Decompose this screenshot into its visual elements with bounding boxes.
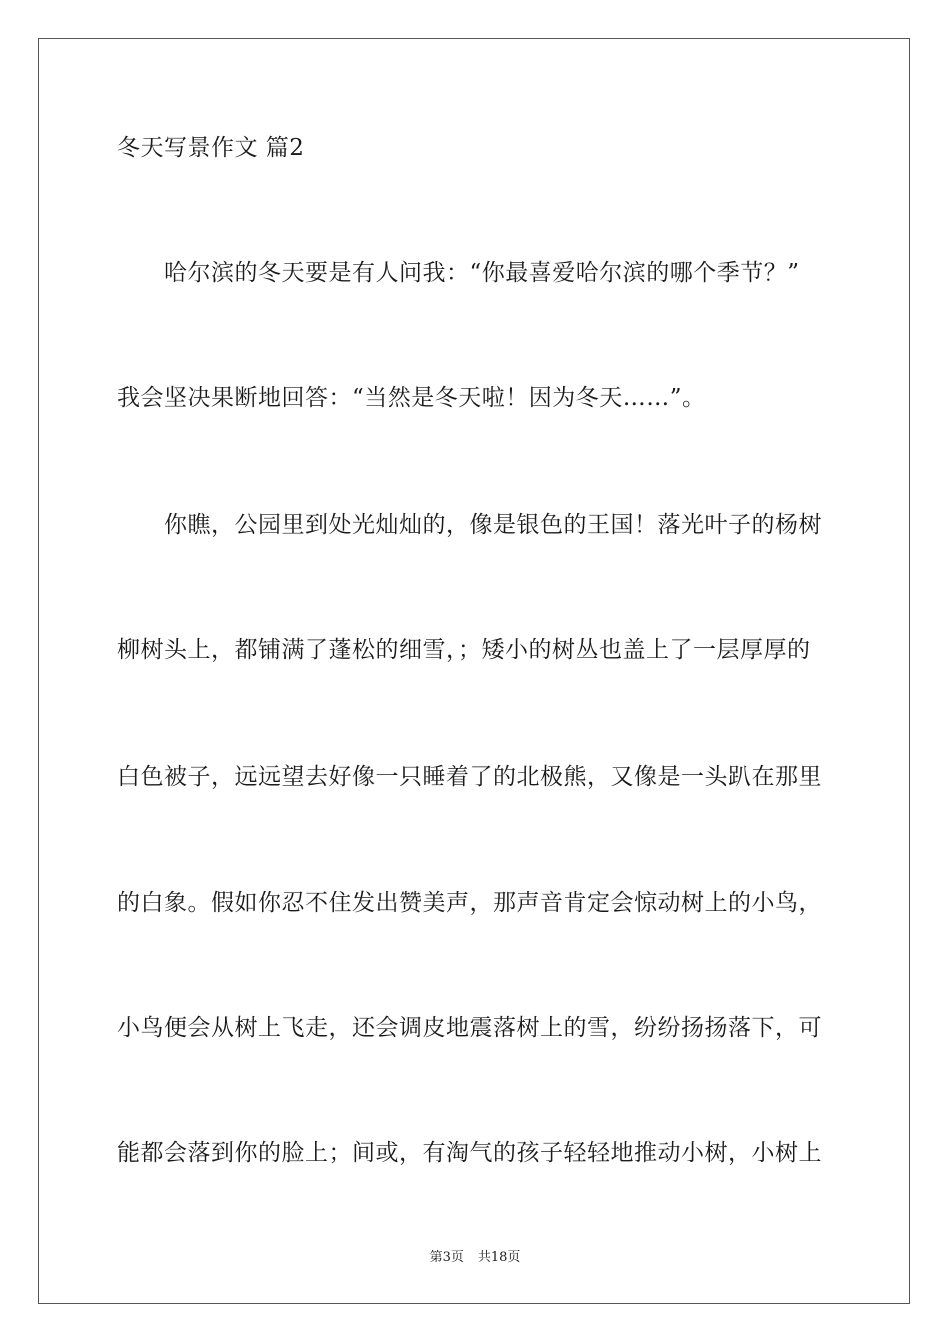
- paragraph-2-line-1: 你瞧，公园里到处光灿灿的，像是银色的王国！落光叶子的杨树: [164, 512, 822, 538]
- essay-heading: 冬天写景作文 篇2: [117, 135, 305, 161]
- paragraph-1-line-1: 哈尔滨的冬天要是有人问我：“你最喜爱哈尔滨的哪个季节？”: [164, 260, 800, 286]
- paragraph-2-line-2: 柳树头上，都铺满了蓬松的细雪，；矮小的树丛也盖上了一层厚厚的: [117, 637, 811, 663]
- paragraph-1-line-2: 我会坚决果断地回答：“当然是冬天啦！因为冬天……”。: [117, 385, 706, 411]
- paragraph-2-line-4: 的白象。假如你忍不住发出赞美声，那声音肯定会惊动树上的小鸟，: [117, 890, 822, 916]
- paragraph-2-line-5: 小鸟便会从树上飞走，还会调皮地震落树上的雪，纷纷扬扬落下，可: [117, 1015, 822, 1041]
- page-number: 第3页: [429, 1250, 464, 1265]
- page-total: 共18页: [477, 1250, 521, 1265]
- page-border: [38, 38, 910, 1304]
- paragraph-2-line-6: 能都会落到你的脸上；间或，有淘气的孩子轻轻地推动小树，小树上: [117, 1140, 822, 1166]
- page-footer: [0, 1250, 950, 1266]
- paragraph-2-line-3: 白色被子，远远望去好像一只睡着了的北极熊，又像是一头趴在那里: [117, 764, 822, 790]
